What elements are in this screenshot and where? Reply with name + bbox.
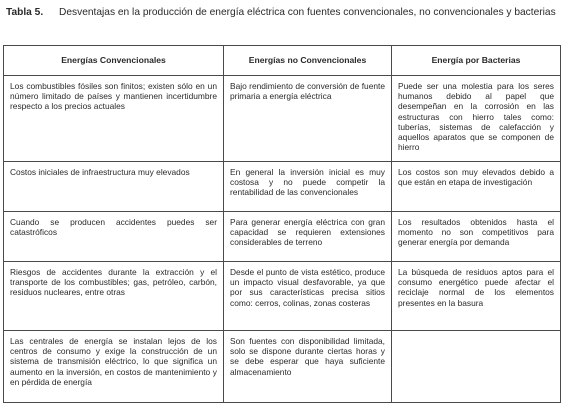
cell-bacteria: La búsqueda de residuos aptos para el consumo energético puede afectar el reciclaje normal de los elementos presentes en la basura [392,262,561,331]
cell-non-conventional: Bajo rendimiento de conversión de fuente primaria a energía eléctrica [224,76,392,162]
cell-bacteria: Puede ser una molestia para los seres humanos debido al papel que desempeñan en la corrosión en las estructuras con hierro tales como: tuberías, sistemas de calefacción y aquellos aparatos que se componen de hierro [392,76,561,162]
cell-non-conventional: Son fuentes con disponibilidad limitada, solo se dispone durante ciertas horas y se debe esperar que haya suficiente almacenamiento [224,331,392,403]
table-caption [6,7,558,20]
cell-bacteria: Los resultados obtenidos hasta el momento no son competitivos para generar energía por demanda [392,212,561,262]
disadvantages-table [3,45,561,403]
cell-conventional: Costos iniciales de infraestructura muy elevados [4,162,224,212]
cell-conventional: Los combustibles fósiles son finitos; existen sólo en un número limitado de países y mantienen incertidumbre respecto a los precios actuales [4,76,224,162]
header-bacteria: Energía por Bacterias [392,46,561,76]
cell-bacteria: Los costos son muy elevados debido a que están en etapa de investigación [392,162,561,212]
table-row [4,212,561,262]
cell-conventional: Las centrales de energía se instalan lejos de los centros de consumo y exige la construcción de un sistema de transmisión eléctrico, lo que significa un aumento en la inversión, en costos de mantenimiento y en pérdida de energía [4,331,224,403]
cell-non-conventional: Para generar energía eléctrica con gran capacidad se requieren extensiones considerables de terreno [224,212,392,262]
caption-number: Tabla 5. [6,7,44,18]
caption-text: Desventajas en la producción de energía eléctrica con fuentes convencionales, no convencionales y bacterias [59,7,556,18]
header-non-conventional: Energías no Convencionales [224,46,392,76]
table-row [4,76,561,162]
table-row [4,262,561,331]
cell-bacteria [392,331,561,403]
cell-non-conventional: Desde el punto de vista estético, produce un impacto visual desfavorable, ya que por sus características precisa sitios como: cerros, colinas, zonas costeras [224,262,392,331]
table-row [4,331,561,403]
cell-non-conventional: En general la inversión inicial es muy costosa y no puede competir la rentabilidad de las convencionales [224,162,392,212]
table-row [4,162,561,212]
header-row [4,46,561,76]
cell-conventional: Cuando se producen accidentes puedes ser catastróficos [4,212,224,262]
header-conventional: Energías Convencionales [4,46,224,76]
cell-conventional: Riesgos de accidentes durante la extracción y el transporte de los combustibles; gas, petróleo, carbón, residuos nucleares, entre otras [4,262,224,331]
